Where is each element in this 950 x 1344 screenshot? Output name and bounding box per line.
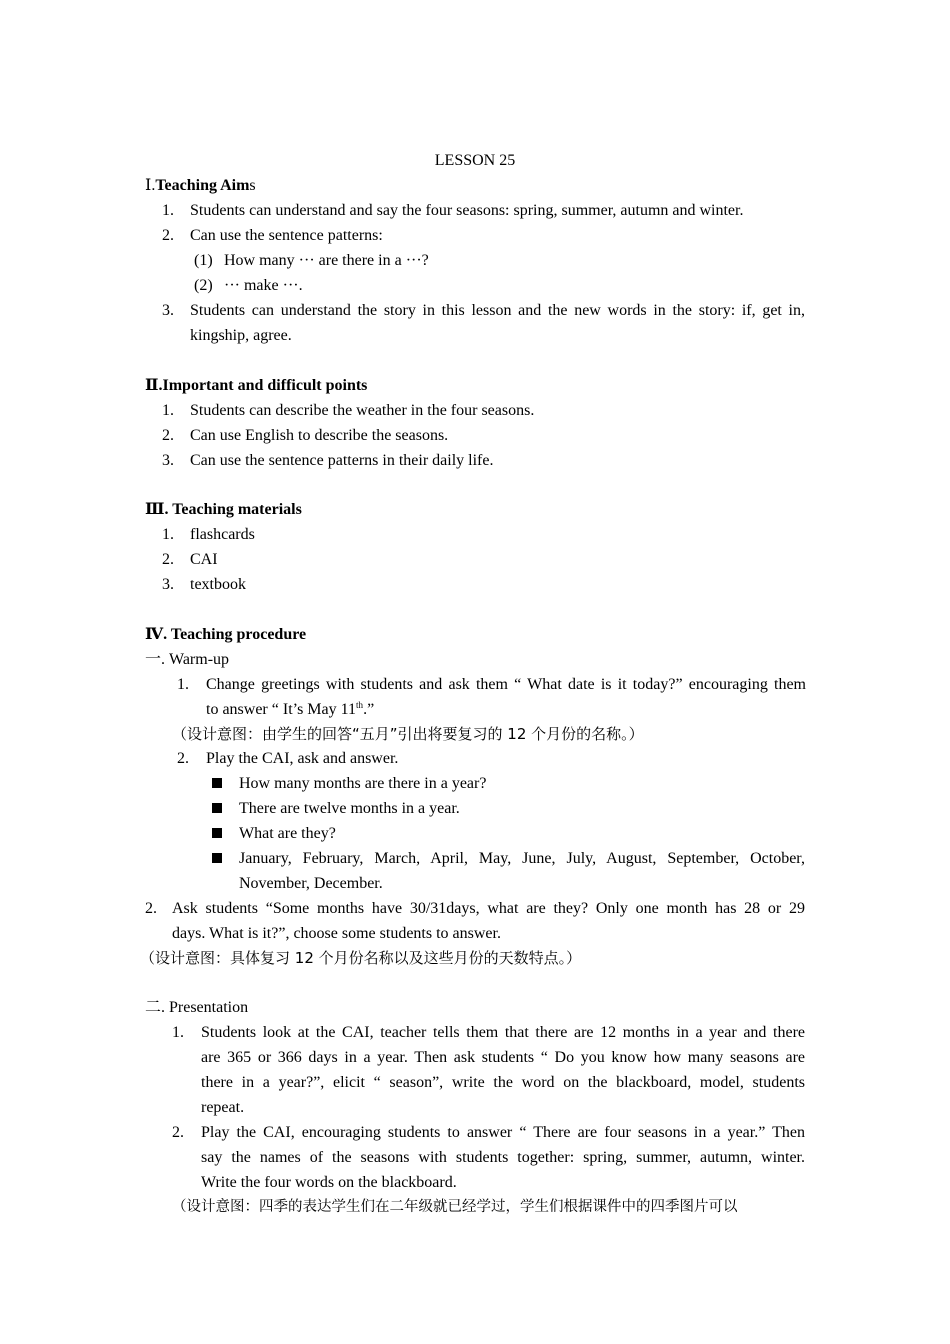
bullet-text: January, February, March, April, May, June, July, August, September, October,	[239, 850, 805, 867]
list-number: 1.	[162, 526, 174, 543]
design-note: （设计意图：由学生的回答“五月”引出将要复习的 12 个月份的名称。）	[172, 725, 644, 743]
bullet-text: What are they?	[239, 825, 336, 842]
list-number: 2.	[162, 427, 174, 444]
bullet-square-icon	[212, 774, 222, 794]
list-item-text: Ask students “Some months have 30/31days, what are they? Only one month has 28 or 29	[172, 900, 805, 917]
list-item-text-cont: repeat.	[201, 1099, 245, 1116]
list-number: 2.	[177, 750, 189, 767]
section-heading-procedure: Ⅳ. Teaching procedure	[145, 626, 307, 643]
list-number: 3.	[162, 452, 174, 469]
list-item-text-cont	[206, 700, 374, 720]
list-number: 1.	[162, 402, 174, 419]
pattern-text: ··· make ···.	[224, 277, 303, 294]
list-item-text-cont: kingship, agree.	[190, 327, 292, 344]
roman-numeral: Ⅰ.	[145, 177, 156, 194]
list-number: 2.	[172, 1124, 184, 1141]
text-after-sup: .”	[363, 701, 375, 718]
list-item-text: Students can describe the weather in the four seasons.	[190, 402, 535, 419]
bullet-square-icon	[212, 849, 222, 869]
list-item-text: Play the CAI, ask and answer.	[206, 750, 399, 767]
section-heading-teaching-aims	[145, 176, 256, 196]
list-item-text: Students can understand the story in this lesson and the new words in the story: if, get in,	[190, 302, 805, 319]
list-item-text: CAI	[190, 551, 218, 568]
list-number: 3.	[162, 302, 174, 319]
list-item-text-cont: there in a year?”, elicit “ season”, write the word on the blackboard, model, students	[201, 1074, 805, 1091]
lesson-title: LESSON 25	[434, 152, 516, 169]
list-item-text: Can use English to describe the seasons.	[190, 427, 449, 444]
list-item-text-cont: say the names of the seasons with students together: spring, summer, autumn, winter.	[201, 1149, 805, 1166]
section-heading-materials: Ⅲ. Teaching materials	[145, 501, 302, 518]
list-item-text: flashcards	[190, 526, 255, 543]
bullet-text-cont: November, December.	[239, 875, 383, 892]
design-note: （设计意图：具体复习 12 个月份名称以及这些月份的天数特点。）	[140, 949, 582, 967]
list-item-text: Students look at the CAI, teacher tells them that there are 12 months in a year and there	[201, 1024, 805, 1041]
list-number: 2.	[162, 551, 174, 568]
bullet-square-icon	[212, 824, 222, 844]
text-before-sup: to answer “ It’s May 11	[206, 701, 357, 718]
list-number: 3.	[162, 576, 174, 593]
list-item-text: Students can understand and say the four seasons: spring, summer, autumn and winter.	[190, 202, 744, 219]
list-number: 2.	[145, 900, 157, 917]
pattern-number: (1)	[194, 252, 213, 269]
list-item-text: Play the CAI, encouraging students to answer “ There are four seasons in a year.” Then	[201, 1124, 805, 1141]
section-heading-important-points: Ⅱ.Important and difficult points	[145, 377, 368, 394]
bullet-square-icon	[212, 799, 222, 819]
list-item-text-cont: days. What is it?”, choose some students to answer.	[172, 925, 501, 942]
list-number: 1.	[172, 1024, 184, 1041]
list-number: 2.	[162, 227, 174, 244]
bullet-text: There are twelve months in a year.	[239, 800, 460, 817]
list-item-text: textbook	[190, 576, 246, 593]
bullet-text: How many months are there in a year?	[239, 775, 487, 792]
list-item-text: Can use the sentence patterns in their daily life.	[190, 452, 494, 469]
list-item-text-cont: Write the four words on the blackboard.	[201, 1174, 457, 1191]
list-number: 1.	[177, 676, 189, 693]
ordinal-suffix: th	[356, 700, 364, 710]
pattern-text: How many ··· are there in a ···?	[224, 252, 429, 269]
heading-tail: s	[249, 177, 256, 194]
heading-bold: Teaching Aim	[155, 177, 250, 194]
subheading-presentation: 二. Presentation	[145, 999, 249, 1016]
list-item-text: Change greetings with students and ask them “ What date is it today?” encouraging them	[206, 676, 806, 693]
list-number: 1.	[162, 202, 174, 219]
list-item-text-cont: are 365 or 366 days in a year. Then ask students “ Do you know how many seasons are	[201, 1049, 805, 1066]
subheading-warm-up: 一. Warm-up	[145, 651, 230, 668]
pattern-number: (2)	[194, 277, 213, 294]
list-item-text: Can use the sentence patterns:	[190, 227, 383, 244]
design-note: （设计意图：四季的表达学生们在二年级就已经学过，学生们根据课件中的四季图片可以	[172, 1199, 738, 1215]
